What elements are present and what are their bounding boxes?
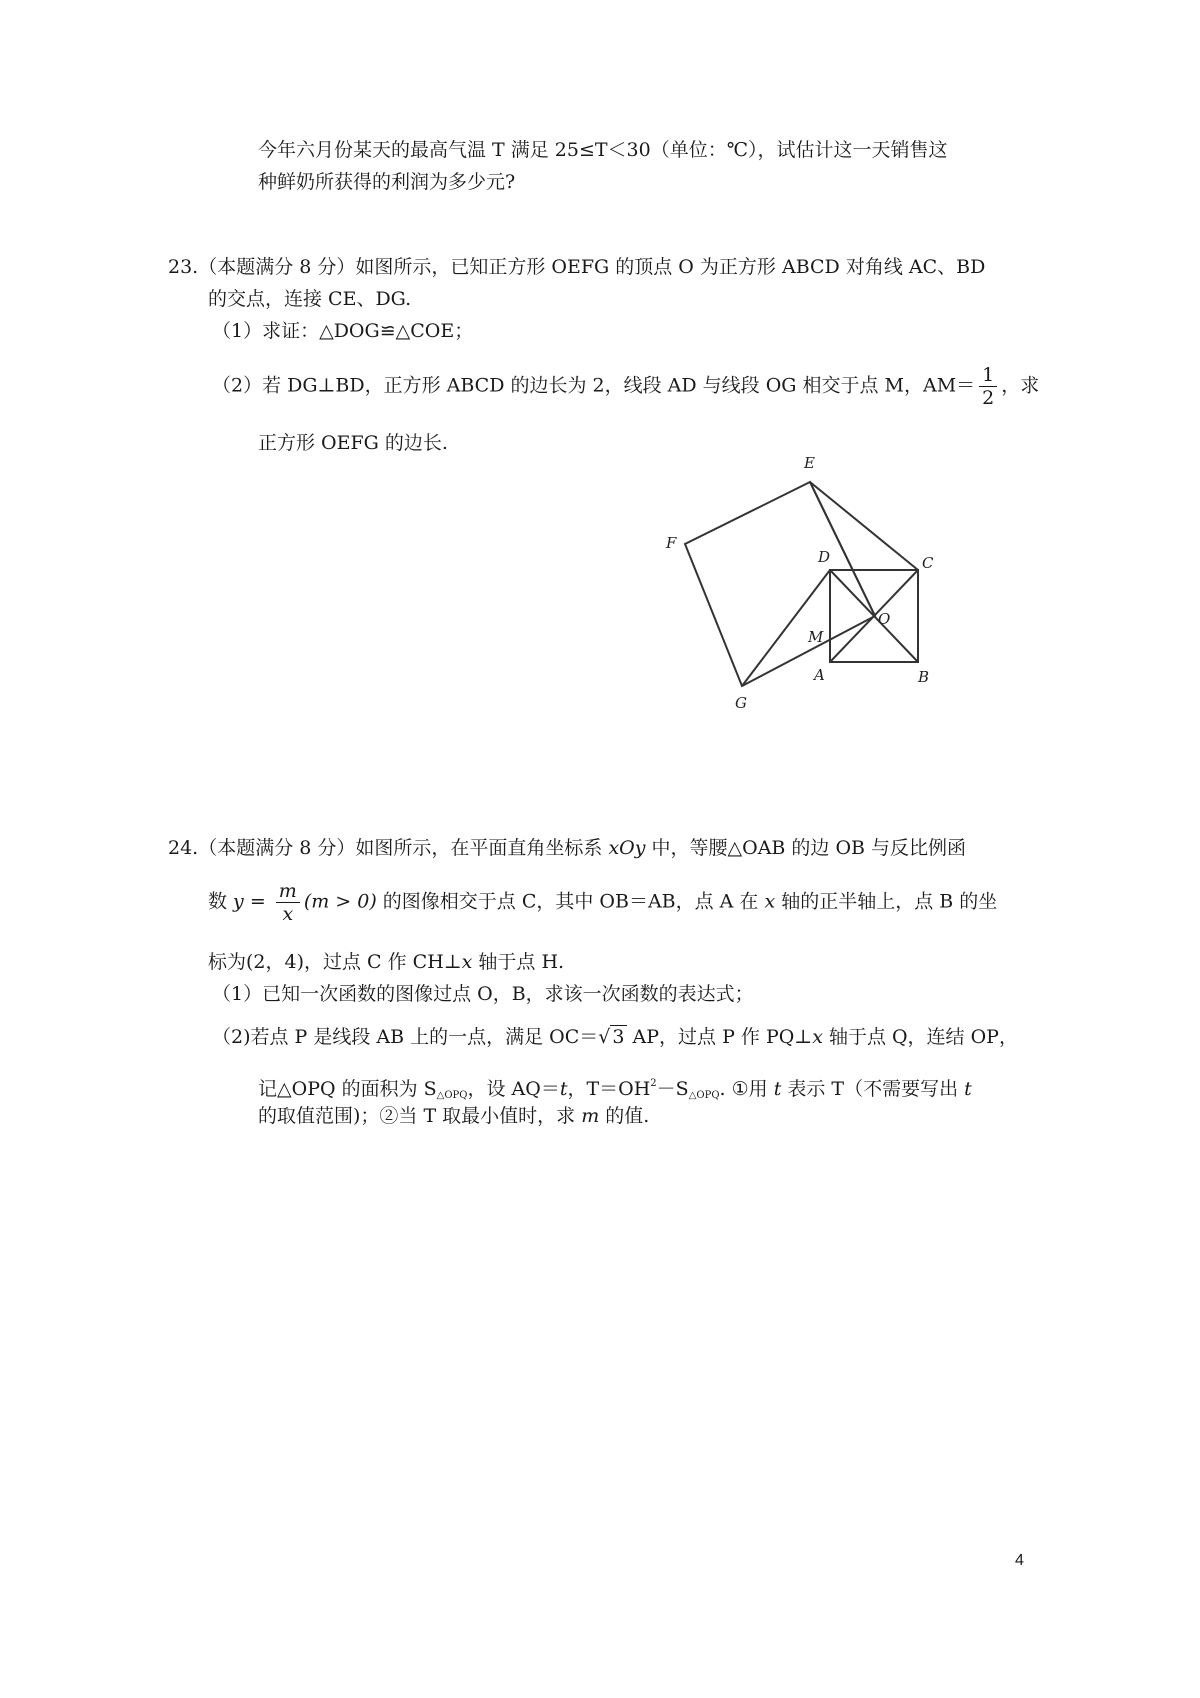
- label-d: D: [818, 548, 831, 566]
- q23-geometry-figure: [640, 440, 970, 725]
- q24-part4-text-a: 的取值范围)；②当 T 取最小值时，求: [258, 1105, 582, 1127]
- q24-line3-text-b: 轴于点 H.: [472, 951, 565, 973]
- q24-part4-text-b: 的值.: [599, 1105, 650, 1127]
- q24-part3-text-b: ，设 AQ＝: [467, 1078, 560, 1100]
- q24-var-t: t: [773, 1078, 782, 1100]
- q24-line1-text-b: 中，等腰△OAB 的边 OB 与反比例函: [645, 837, 967, 859]
- q24-part3-text-c: ，T＝OH: [567, 1078, 651, 1100]
- label-a: A: [814, 666, 825, 684]
- q24-line2-text-c: 轴的正半轴上，点 B 的坐: [775, 890, 998, 913]
- q24-stem-line3: [208, 947, 564, 977]
- q24-part3-text-e: . ①用: [719, 1078, 774, 1100]
- q24-part2-line3: [258, 1101, 649, 1131]
- q23-stem-line1: 23.（本题满分 8 分）如图所示，已知正方形 OEFG 的顶点 O 为正方形 ABCD 对角线 AC、BD: [168, 256, 986, 278]
- figure-lines: [685, 482, 918, 686]
- q23-fraction-half: [979, 364, 997, 409]
- q24-stem-line2: [208, 880, 997, 925]
- q24-line1-text-a: 24.（本题满分 8 分）如图所示，在平面直角坐标系: [168, 837, 609, 859]
- q24-sqrt-3: √ 3: [598, 1026, 625, 1048]
- label-c: C: [922, 554, 934, 572]
- q24-part2-text-a: （2)若点 P 是线段 AB 上的一点，满足 OC＝: [212, 1026, 599, 1048]
- q23-stem-line2: 的交点，连接 CE、DG.: [208, 288, 412, 310]
- q24-part3-text-f: 表示 T（不需要写出: [781, 1078, 965, 1100]
- q24-var-y: y: [233, 890, 244, 913]
- q22-text-line2: 种鲜奶所获得的利润为多少元?: [258, 171, 516, 193]
- q23-part1: （1）求证：△DOG≌△COE；: [212, 320, 474, 342]
- label-f: F: [666, 534, 677, 552]
- q24-part3-text-a: 记△OPQ 的面积为 S: [258, 1078, 437, 1100]
- q24-superscript-2: 2: [650, 1078, 657, 1089]
- fraction-numerator: m: [278, 880, 297, 902]
- q24-var-t: t: [964, 1078, 972, 1100]
- q24-line3-text-a: 标为(2，4)，过点 C 作 CH⊥: [208, 951, 462, 973]
- q22-text-line1: 今年六月份某天的最高气温 T 满足 25≤T＜30（单位：℃），试估计这一天销售这: [258, 139, 948, 161]
- q24-part2-text-c: 轴于点 Q，连结 OP，: [822, 1026, 1018, 1048]
- q24-var-x: x: [812, 1026, 823, 1048]
- q24-var-x: x: [461, 951, 473, 973]
- q24-fraction-m-over-x: [276, 880, 300, 925]
- q24-stem-line1: [168, 833, 966, 863]
- q24-equals: =: [243, 890, 272, 913]
- q23-part2-text-a: （2）若 DG⊥BD，正方形 ABCD 的边长为 2，线段 AD 与线段 OG 相交于点 M，AM＝: [212, 374, 976, 397]
- q24-line2-text-b: 的图像相交于点 C，其中 OB＝AB，点 A 在: [376, 890, 765, 913]
- page-number: 4: [1015, 1552, 1024, 1569]
- q24-part2-text-b: AP，过点 P 作 PQ⊥: [626, 1026, 813, 1048]
- label-b: B: [918, 668, 930, 686]
- label-g: G: [735, 694, 747, 712]
- q24-part3-text-d: －S: [656, 1078, 689, 1100]
- q24-var-t: t: [559, 1078, 568, 1100]
- sqrt-radicand: 3: [612, 1026, 625, 1048]
- q24-subscript-opq: △OPQ: [688, 1090, 720, 1101]
- q24-part2-line1: [212, 1022, 1018, 1052]
- q24-var-x: x: [764, 890, 776, 913]
- label-m: M: [808, 628, 824, 646]
- q24-part1: （1）已知一次函数的图像过点 O，B，求该一次函数的表达式；: [212, 983, 754, 1005]
- label-e: E: [804, 454, 815, 472]
- q24-var-m: m: [581, 1105, 600, 1127]
- q23-part2-text-b: ，求: [1001, 374, 1040, 397]
- q24-subscript-opq: △OPQ: [436, 1090, 468, 1101]
- q23-part2-line2: 正方形 OEFG 的边长.: [258, 432, 448, 454]
- q24-condition: (m > 0): [303, 890, 377, 913]
- q24-line2-text-a: 数: [208, 890, 234, 913]
- label-o: O: [878, 610, 891, 628]
- q24-var-xoy: xOy: [608, 837, 646, 859]
- q23-part2: [212, 364, 1039, 409]
- fraction-denominator: 2: [979, 386, 997, 409]
- fraction-numerator: 1: [982, 364, 995, 386]
- fraction-denominator: x: [276, 902, 300, 925]
